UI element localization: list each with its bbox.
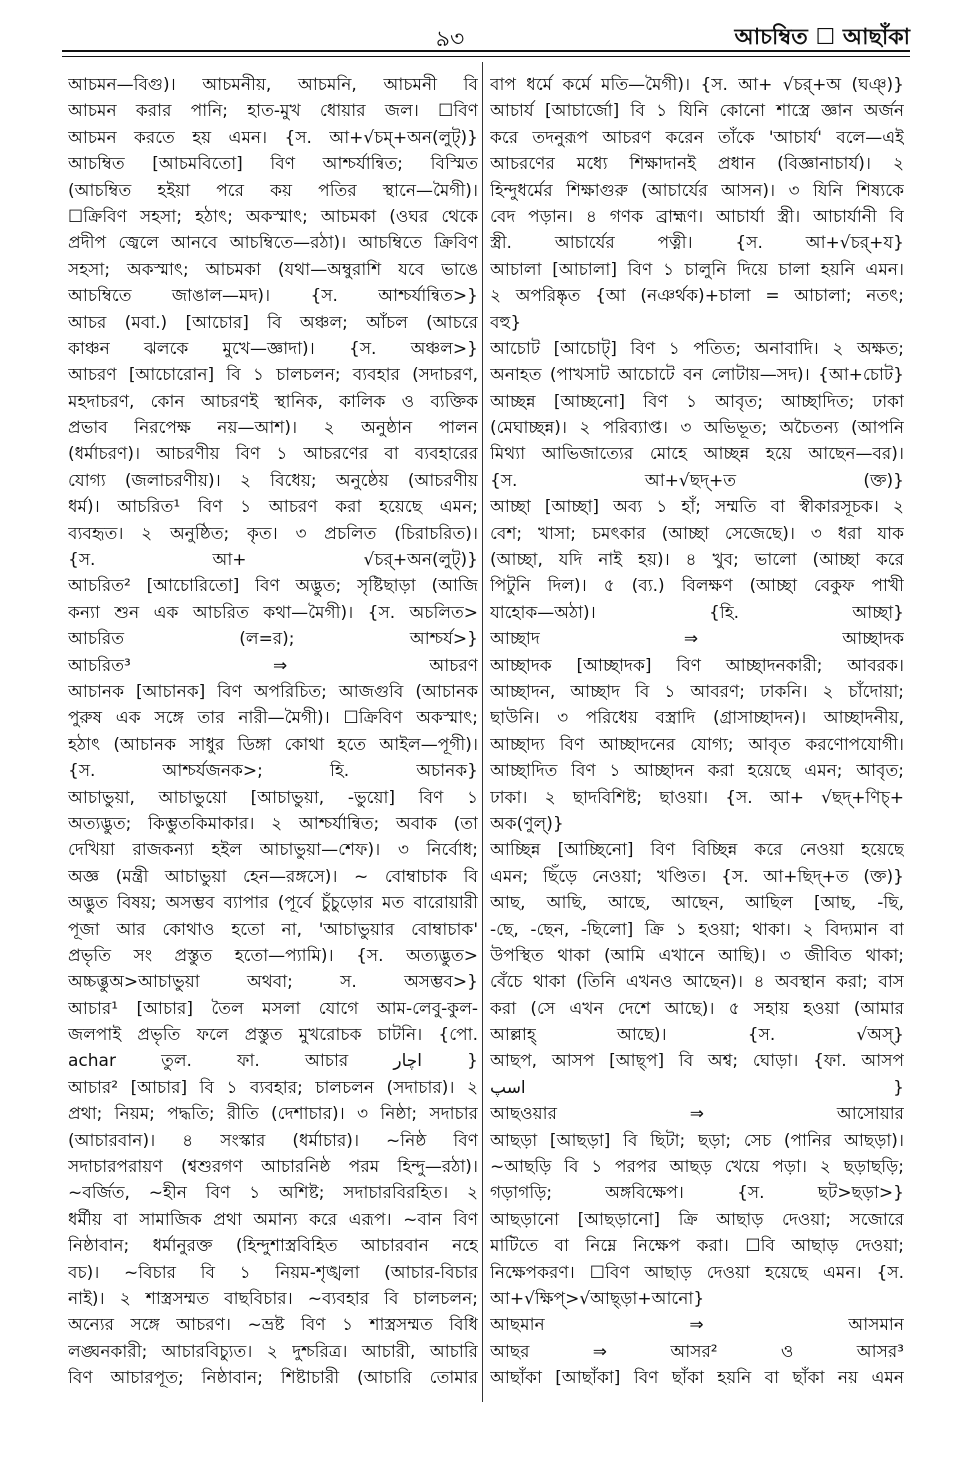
text-line: ব্যবহৃত। ২ অনুষ্ঠিত; কৃত। ৩ প্রচলিত (চিরাচরিত)। xyxy=(68,523,478,544)
text-line: প্রদীপ জ্বেলে আনবে আচম্বিতে—রঠা)। আচম্বিতে ক্রিবিণ xyxy=(68,233,478,254)
text-line: আচার² [আচার] বি ১ ব্যবহার; চালচলন (সদাচার)। ২ xyxy=(68,1077,478,1098)
text-line: ~আছড়ি বি ১ পরপর আছড় খেয়ে পড়া। ২ ছড়াছড়ি; xyxy=(490,1157,904,1178)
text-line: বহু} xyxy=(490,312,522,333)
text-line: মাটিতে বা নিম্নে নিক্ষেপ করা। ☐বি আছাড় দেওয়া; xyxy=(490,1236,904,1257)
text-line: ধর্মীয় বা সামাজিক প্রথা অমান্য করে এরূপ। ~বান বিণ xyxy=(68,1209,478,1230)
text-line: আছড়া [আছড়া] বি ছিটা; ছড়া; সেচ (পানির আছড়া)। xyxy=(490,1130,904,1151)
text-line: আচম্বিতে জাঙাল—মদ)। {স. আশ্চর্যান্বিত>} xyxy=(68,286,478,307)
text-line: অচ্চব্ভুঅ>আচাভুয়া অথবা; স. অসম্ভব>} xyxy=(68,972,478,993)
text-line: বিণ আচারপূত; নিষ্ঠাবান; শিষ্টাচারী (আচারি তোমার xyxy=(68,1368,478,1389)
text-line: ~বর্জিত, ~হীন বিণ ১ অশিষ্ট; সদাচারবিরহিত। ২ xyxy=(68,1183,478,1204)
text-line: পূজা আর কোথাও হতো না, 'আচাভুয়ার বোম্বাচাক' xyxy=(68,919,478,940)
text-line: আচমন করতে হয় এমন। {স. আ+√চম্+অন(লুট্)} xyxy=(68,127,478,148)
text-line: আচম্বিত [আচমবিতো] বিণ আশ্চর্যান্বিত; বিস্মিত xyxy=(68,154,478,175)
text-line: মিথ্যা আভিজাত্যের মোহে আচ্ছন্ন হয়ে আছেন—বর)। xyxy=(490,444,904,465)
text-line: আছমান ⇒ আসমান xyxy=(490,1315,904,1336)
text-line: প্রভৃতি সং প্রস্তুত হতো—প্যামি)। {স. অত্যদ্ভুত> xyxy=(68,945,478,966)
text-line: আচরিত³ ⇒ আচরণ xyxy=(68,655,478,676)
text-line: প্রভাব নিরপেক্ষ নয়—আশ)। ২ অনুষ্ঠান পালন xyxy=(68,418,478,439)
text-line: আচাভুয়া, আচাভুয়ো [আচাভুয়া, -ভুয়ো] বিণ ১ xyxy=(68,787,478,808)
text-line: স্ত্রী. আচার্যের পত্নী। {স. আ+√চর্+য} xyxy=(490,233,904,254)
text-line: নিক্ষেপকরণ। ☐বিণ আছাড় দেওয়া হয়েছে এমন। {স. xyxy=(490,1262,904,1283)
text-line: কন্যা শুন এক আচরিত কথা—মৈগী)। {স. অচলিত> xyxy=(68,602,478,623)
text-line: আছড়ানো [আছড়ানো] ক্রি আছাড় দেওয়া; সজোরে xyxy=(490,1209,904,1230)
text-line: বচ)। ~বিচার বি ১ নিয়ম-শৃঙ্খলা (আচার-বিচার xyxy=(68,1262,478,1283)
text-line: আচার¹ [আচার] তৈল মসলা যোগে আম-লেবু-কুল- xyxy=(68,998,478,1019)
text-line: এমন; ছিঁড়ে নেওয়া; খণ্ডিত। {স. আ+ছিদ্+ত (ক্ত)} xyxy=(490,866,904,887)
text-line: আচমন—বিগু)। আচমনীয়, আচমনি, আচমনী বি xyxy=(68,75,478,95)
text-line: আচ্ছাদক [আচ্ছাদক] বিণ আচ্ছাদনকারী; আবরক। xyxy=(490,655,904,676)
header-rule xyxy=(62,50,910,57)
text-line: -ছে, -ছেন, -ছিলো] ক্রি ১ হওয়া; থাকা। ২ বিদ্যমান বা xyxy=(490,919,904,940)
text-line: আচর (মবা.) [আচোর] বি অঞ্চল; আঁচল (আচরে xyxy=(68,312,478,333)
text-line: আচরিত (ল=র); আশ্চর্য>} xyxy=(68,629,478,650)
text-line: {স. আ+ √চর্+অন(লুট্)} xyxy=(68,550,478,571)
text-line: হঠাৎ (আচানক সাধুর ডিঙ্গা কোথা হতে আইল—পূগী)। xyxy=(68,734,478,755)
text-line: অজ্ঞ (মন্ত্রী আচাভুয়া হেন—রঙ্গসে)। ~ বোম্বাচাক বি xyxy=(68,866,478,887)
page-number: ৯৩ xyxy=(435,27,465,52)
guide-words: আচম্বিত ☐ আছাঁকা xyxy=(734,25,910,50)
text-line: আচোট [আচোট্] বিণ ১ পতিত; অনাবাদি। ২ অক্ষত; xyxy=(490,338,904,359)
text-line: আচ্ছাদ্য বিণ আচ্ছাদনের যোগ্য; আবৃত করণোপযোগী। xyxy=(490,734,904,755)
text-line: আচ্ছাদিত বিণ ১ আচ্ছাদন করা হয়েছে এমন; আবৃত; xyxy=(490,761,904,782)
text-line: যোগ্য (জলাচরণীয়)। ২ বিধেয়; অনুষ্ঠেয় (আচরণীয় xyxy=(68,470,478,491)
text-line: আচ্ছাদ ⇒ আচ্ছাদক xyxy=(490,629,904,650)
text-line: আচালা [আচালা] বিণ ১ চালুনি দিয়ে চালা হয়নি এমন। xyxy=(490,259,904,280)
text-line: ☐ক্রিবিণ সহসা; হঠাৎ; অকস্মাৎ; আচমকা (ওঘর থেকে xyxy=(68,206,478,227)
text-line: (আচ্ছা, যদি নাই হয়)। ৪ খুব; ভালো (আচ্ছা করে xyxy=(490,550,904,571)
left-column xyxy=(68,72,478,1392)
text-line: আছ, আছি, আছে, আছেন, আছিল [আছ, -ছি, xyxy=(490,893,904,914)
text-line: আচরণ [আচোরোন] বি ১ চালচলন; ব্যবহার (সদাচরণ, xyxy=(68,365,478,386)
text-line: নাই)। ২ শাস্ত্রসম্মত বাছবিচার। ~ব্যবহার বি চালচলন; xyxy=(68,1288,478,1309)
text-line: জলপাই প্রভৃতি ফলে প্রস্তুত মুখরোচক চাটনি। {পো. xyxy=(68,1025,478,1046)
text-line: বেশ; খাসা; চমৎকার (আচ্ছা সেজেছে)। ৩ ধরা যাক xyxy=(490,523,904,544)
text-line: ঢাকা। ২ ছাদবিশিষ্ট; ছাওয়া। {স. আ+ √ছদ্+ণিচ্+ xyxy=(490,787,904,808)
text-line: আচ্ছাদন, আচ্ছাদ বি ১ আবরণ; ঢাকনি। ২ চাঁদোয়া; xyxy=(490,681,904,702)
text-line: আচমন করার পানি; হাত-মুখ ধোয়ার জল। ☐বিণ xyxy=(68,101,478,122)
text-line: প্রথা; নিয়ম; পদ্ধতি; রীতি (দেশাচার)। ৩ নিষ্ঠা; সদাচার xyxy=(68,1104,478,1125)
text-line: হিন্দুধর্মের শিক্ষাগুরু (আচার্যের আসন)। ৩ যিনি শিষ্যকে xyxy=(490,180,904,201)
text-line: সদাচারপরায়ণ (শ্বশুরগণ আচারনিষ্ঠ পরম হিন্দু—রঠা)। xyxy=(68,1157,478,1178)
text-line: আল্লাহ্ আছে)। {স. √অস্} xyxy=(490,1025,904,1046)
text-line: অন্যের সঙ্গে আচরণ। ~ভ্রষ্ট বিণ ১ শাস্ত্রসম্মত বিধি xyxy=(68,1315,478,1336)
text-line: দেখিয়া রাজকন্যা হইল আচাভুয়া—শেফ)। ৩ নির্বোধ; xyxy=(68,840,478,861)
text-line: আ+√ক্ষিপ্>√আছ্ড়া+আনো} xyxy=(490,1288,705,1309)
text-line: অনাহত (পাখসাট আচোটে বন লোটায়—সদ)। {আ+চোট} xyxy=(490,365,904,386)
text-line: বেদ পড়ান। ৪ গণক ব্রাহ্মণ। আচার্যা স্ত্রী। আচার্যানী বি xyxy=(490,206,904,227)
text-line: লঙ্ঘনকারী; আচারবিচ্যুত। ২ দুশ্চরিত্র। আচারী, আচারি xyxy=(68,1341,478,1362)
text-line: অক(ণুল্)} xyxy=(490,813,564,834)
text-line: ছাউনি। ৩ পরিধেয় বস্ত্রাদি (গ্রাসাচ্ছাদন)। আচ্ছাদনীয়, xyxy=(490,708,904,729)
text-line: বেঁচে থাকা (তিনি এখনও আছেন)। ৪ অবস্থান করা; বাস xyxy=(490,972,904,993)
text-line: আছওয়ার ⇒ আসোয়ার xyxy=(490,1104,904,1125)
text-line: পুরুষ এক সঙ্গে তার নারী—মৈগী)। ☐ক্রিবিণ অকস্মাৎ; xyxy=(68,708,478,729)
text-line: (আচম্বিত হইয়া পরে কয় পতির স্থানে—মৈগী)। xyxy=(68,180,478,201)
text-line: আচ্ছিন্ন [আচ্ছিনো] বিণ বিচ্ছিন্ন করে নেওয়া হয়েছে xyxy=(490,840,904,861)
right-column xyxy=(490,72,904,1392)
text-line: {স. আশ্চর্যজনক>; হি. অচানক} xyxy=(68,761,478,782)
text-line: আচানক [আচানক] বিণ অপরিচিত; আজগুবি (আচানক xyxy=(68,681,478,702)
text-line: পিটুনি দিল)। ৫ (ব্য.) বিলক্ষণ (আচ্ছা বেকুফ পাখী xyxy=(490,576,904,597)
text-line: মহদাচরণ, কোন আচরণই স্থানিক, কালিক ও ব্যক্তিক xyxy=(68,391,478,412)
text-line: achar তুল. ফা. আচার اچار } xyxy=(68,1051,478,1072)
text-line: বাপ ধর্মে কর্মে মতি—মৈগী)। {স. আ+ √চর্+অ (ঘঞ্)} xyxy=(490,75,904,95)
column-divider xyxy=(482,62,483,1402)
text-line: করা (সে এখন দেশে আছে)। ৫ সহায় হওয়া (আমার xyxy=(490,998,904,1019)
text-line: অত্যদ্ভুত; কিম্ভুতকিমাকার। ২ আশ্চর্যান্বিত; অবাক (তা xyxy=(68,813,478,834)
text-line: আচরণের মধ্যে শিক্ষাদানই প্রধান (বিজ্ঞানাচার্য)। ২ xyxy=(490,154,904,175)
text-line: করে তদনুরূপ আচরণ করেন তাঁকে 'আচার্য' বলে—এই xyxy=(490,127,904,148)
text-line: আছপ, আসপ [আছ্প] বি অশ্ব; ঘোড়া। {ফা. আসপ xyxy=(490,1051,904,1072)
text-line: আচ্ছা [আচ্ছা] অব্য ১ হাঁ; সম্মতি বা স্বীকারসূচক। ২ xyxy=(490,497,904,518)
text-line: উপস্থিত থাকা (আমি এখানে আছি)। ৩ জীবিত থাকা; xyxy=(490,945,904,966)
text-line: কাঞ্চন ঝলকে মুখে—জ্ঞাদা)। {স. অঞ্চল>} xyxy=(68,338,478,359)
text-line: যাহোক—অঠা)। {হি. আচ্ছা} xyxy=(490,602,904,623)
text-line: আচরিত² [আচোরিতো] বিণ অদ্ভুত; সৃষ্টিছাড়া (আজি xyxy=(68,576,478,597)
text-line: আচ্ছন্ন [আচ্ছনো] বিণ ১ আবৃত; আচ্ছাদিত; ঢাকা xyxy=(490,391,904,412)
text-line: اسپ } xyxy=(490,1077,904,1098)
text-line: গড়াগড়ি; অঙ্গবিক্ষেপ। {স. ছট>ছড়া>} xyxy=(490,1183,904,1204)
text-line: ধর্ম)। আচরিত¹ বিণ ১ আচরণ করা হয়েছে এমন; xyxy=(68,497,478,518)
text-line: {স. আ+√ছদ্+ত (ক্ত)} xyxy=(490,470,904,491)
text-line: (ধর্মাচরণ)। আচরণীয় বিণ ১ আচরণের বা ব্যবহারের xyxy=(68,444,478,465)
text-line: (মেঘাচ্ছন্ন)। ২ পরিব্যাপ্ত। ৩ অভিভূত; অচৈতন্য (আপনি xyxy=(490,418,904,439)
text-line: (আচারবান)। ৪ সংস্কার (ধর্মাচার)। ~নিষ্ঠ বিণ xyxy=(68,1130,478,1151)
text-line: নিষ্ঠাবান; ধর্মানুরক্ত (হিন্দুশাস্ত্রবিহিত আচারবান নহে xyxy=(68,1236,478,1257)
text-line: আচার্য [আচার্জো] বি ১ যিনি কোনো শাস্ত্রে জ্ঞান অর্জন xyxy=(490,101,904,122)
text-line: আছর ⇒ আসর² ও আসর³ xyxy=(490,1341,904,1362)
text-line: অদ্ভুত বিষয়; অসম্ভব ব্যাপার (পূর্বে চুঁচুড়োর মত বারোয়ারী xyxy=(68,893,478,914)
text-line: সহসা; অকস্মাৎ; আচমকা (যথা—অম্বুরাশি যবে ভাঙে xyxy=(68,259,478,280)
text-line: আছাঁকা [আছাঁকা] বিণ ছাঁকা হয়নি বা ছাঁকা নয় এমন xyxy=(490,1368,904,1389)
text-line: ২ অপরিষ্কৃত {আ (নঞর্থক)+চালা = আচালা; নতৎ; xyxy=(490,286,904,307)
